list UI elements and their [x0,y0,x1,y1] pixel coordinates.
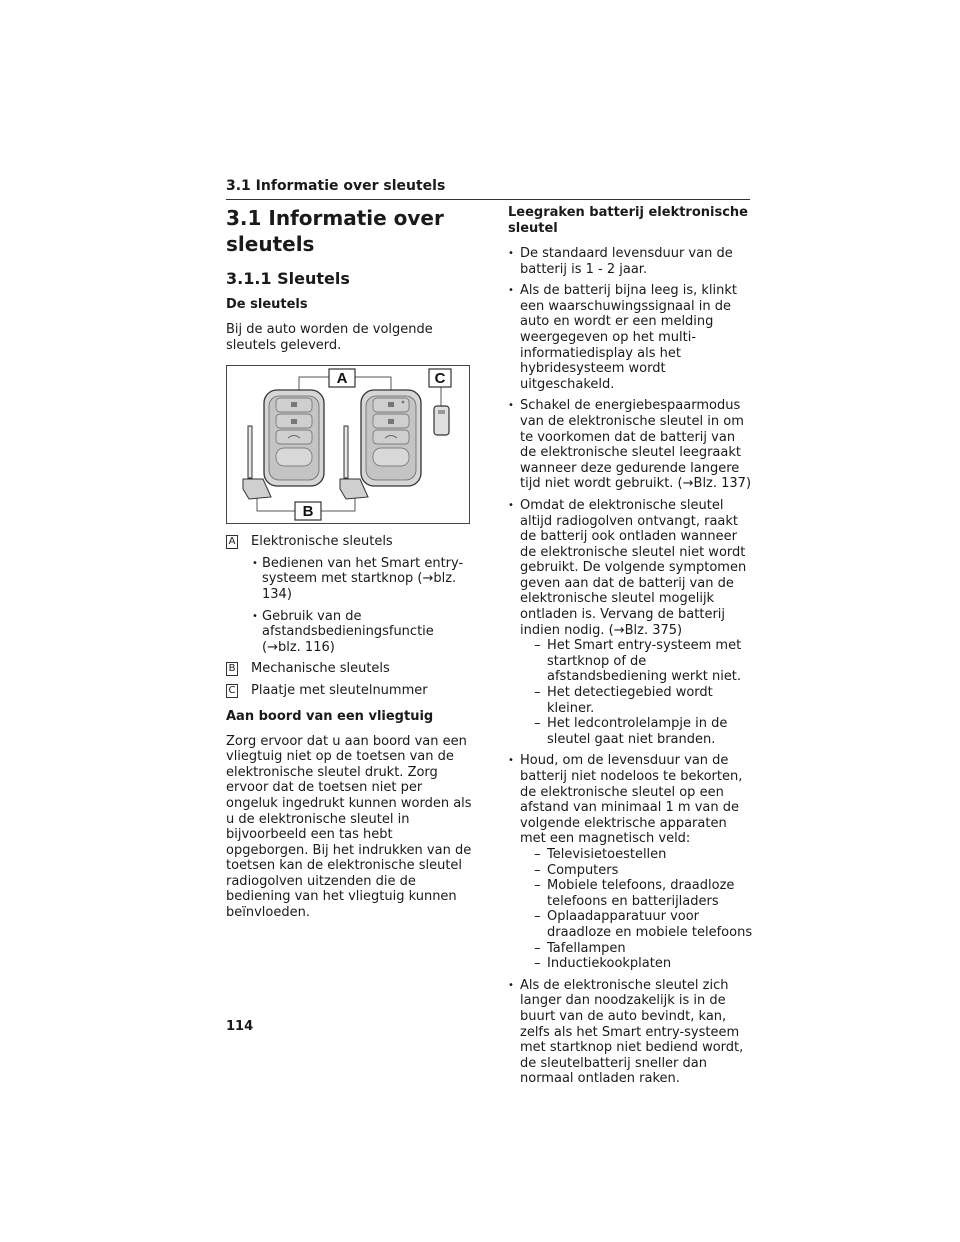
aan-boord-text: Zorg ervoor dat u aan boord van een vliegtuig niet op de toetsen van de elektronische sleutel drukt. Zorg ervoor dat de toetsen niet per ongeluk ingedrukt kunnen worden als u de elektronische sleutel in bijvoorbeeld een tas hebt opgeborgen. Bij het indrukken van de toetsen kan de elektronische sleutel radiogolven uitzenden die de bediening van het vliegtuig kunnen beïnvloeden. [226,733,472,921]
left-column [226,205,476,931]
bullet-4: • Omdat de elektronische sleutel altijd radiogolven ontvangt, raakt de batterij ook ontladen wanneer de elektronische sleutel niet wordt gebruikt. De volgende symptomen geven aan dat de batterij van de elektronische sleutel mogelijk ontladen is. Vervang de batterij indien nodig. (→Blz. 375) – Het Smart entry-systeem met startknop of de afstandsbediening werkt niet. – Het detectiegebied wordt kleiner. – Het ledcontrolelampje in de sleutel gaat niet branden. [508,498,753,748]
subsection-title: 3.1.1 Sleutels [226,269,350,288]
devices-list [520,847,753,972]
legend-b-text: Mechanische sleutels [251,661,390,677]
electronic-key-2 [361,390,421,486]
legend-a-sub-2: • Gebruik van de afstandsbedieningsfunctie (→blz. 116) [252,609,476,656]
legend-b [226,661,476,677]
bullet-2: • Als de batterij bijna leeg is, klinkt een waarschuwingssignaal in de auto en wordt er een melding weergegeven op het multi-informatiedisplay als het hybridesysteem wordt uitgeschakeld. [508,283,753,392]
device-4: – Oplaadapparatuur voor draadloze en mobiele telefoons [534,909,753,940]
keys-figure [226,365,470,524]
device-2: – Computers [534,862,619,878]
label-c: C [434,370,446,388]
bullet-5: • Houd, om de levensduur van de batterij niet nodeloos te bekorten, de elektronische sleutel op een afstand van minimaal 1 m van de volgende elektrische apparaten met een magnetisch veld: – Televisietoestellen – Computers – Mobiele telefoons, draadloze telefoons en batterijladers – Oplaadapparatuur voor draadloze en mobiele telefoons – Tafellampen – Inductiekookplaten [508,753,753,971]
symptom-1: – Het Smart entry-systeem met startknop of de afstandsbediening werkt niet. [534,638,742,685]
running-header: 3.1 Informatie over sleutels [226,178,446,194]
label-a: A [336,370,348,388]
keys-illustration [227,366,469,523]
device-3: – Mobiele telefoons, draadloze telefoons en batterijladers [534,878,735,909]
symptom-2: – Het detectiegebied wordt kleiner. [534,685,713,716]
device-5: – Tafellampen [534,940,626,956]
legend-a-text: Elektronische sleutels [251,534,393,550]
header-rule [226,199,750,200]
bullet-3: • Schakel de energiebespaarmodus van de elektronische sleutel in om te voorkomen dat de batterij van de elektronische sleutel leegraakt wanneer deze gedurende langere tijd niet wordt gebruikt. (→Blz. 137) [508,398,753,492]
symptom-3: – Het ledcontrolelampje in de sleutel gaat niet branden. [534,716,728,747]
legend-letter-b: B [226,662,238,676]
legend-letter-a: A [226,535,238,549]
legend-a [226,534,476,550]
right-column [508,205,753,1093]
aan-boord-heading: Aan boord van een vliegtuig [226,708,434,724]
device-6: – Inductiekookplaten [534,956,672,972]
legend-c [226,683,476,699]
key-number-plate [434,406,449,435]
de-sleutels-heading: De sleutels [226,297,308,312]
bullet-1: • De standaard levensduur van de batterij is 1 - 2 jaar. [508,246,753,277]
battery-heading: Leegraken batterij elektronische sleutel [508,205,748,236]
section-title: 3.1 Informatie over sleutels [226,206,444,256]
symptoms-list [520,638,753,747]
de-sleutels-intro: Bij de auto worden de volgende sleutels geleverd. [226,322,433,353]
bullet-6: • Als de elektronische sleutel zich langer dan noodzakelijk is in de buurt van de auto bevindt, kan, zelfs als het Smart entry-systeem met startknop niet bediend wordt, de sleutelbatterij sneller dan normaal ontladen raken. [508,978,753,1087]
label-b: B [302,503,314,521]
legend-a-sublist [252,556,476,656]
battery-bullets [508,246,753,1087]
legend-c-text: Plaatje met sleutelnummer [251,682,428,698]
page-number: 114 [226,1019,254,1034]
legend-a-sub-1: • Bedienen van het Smart entry-systeem met startknop (→blz. 134) [252,556,476,603]
electronic-key-1 [264,390,324,486]
device-1: – Televisietoestellen [534,846,667,862]
legend-letter-c: C [226,684,238,698]
